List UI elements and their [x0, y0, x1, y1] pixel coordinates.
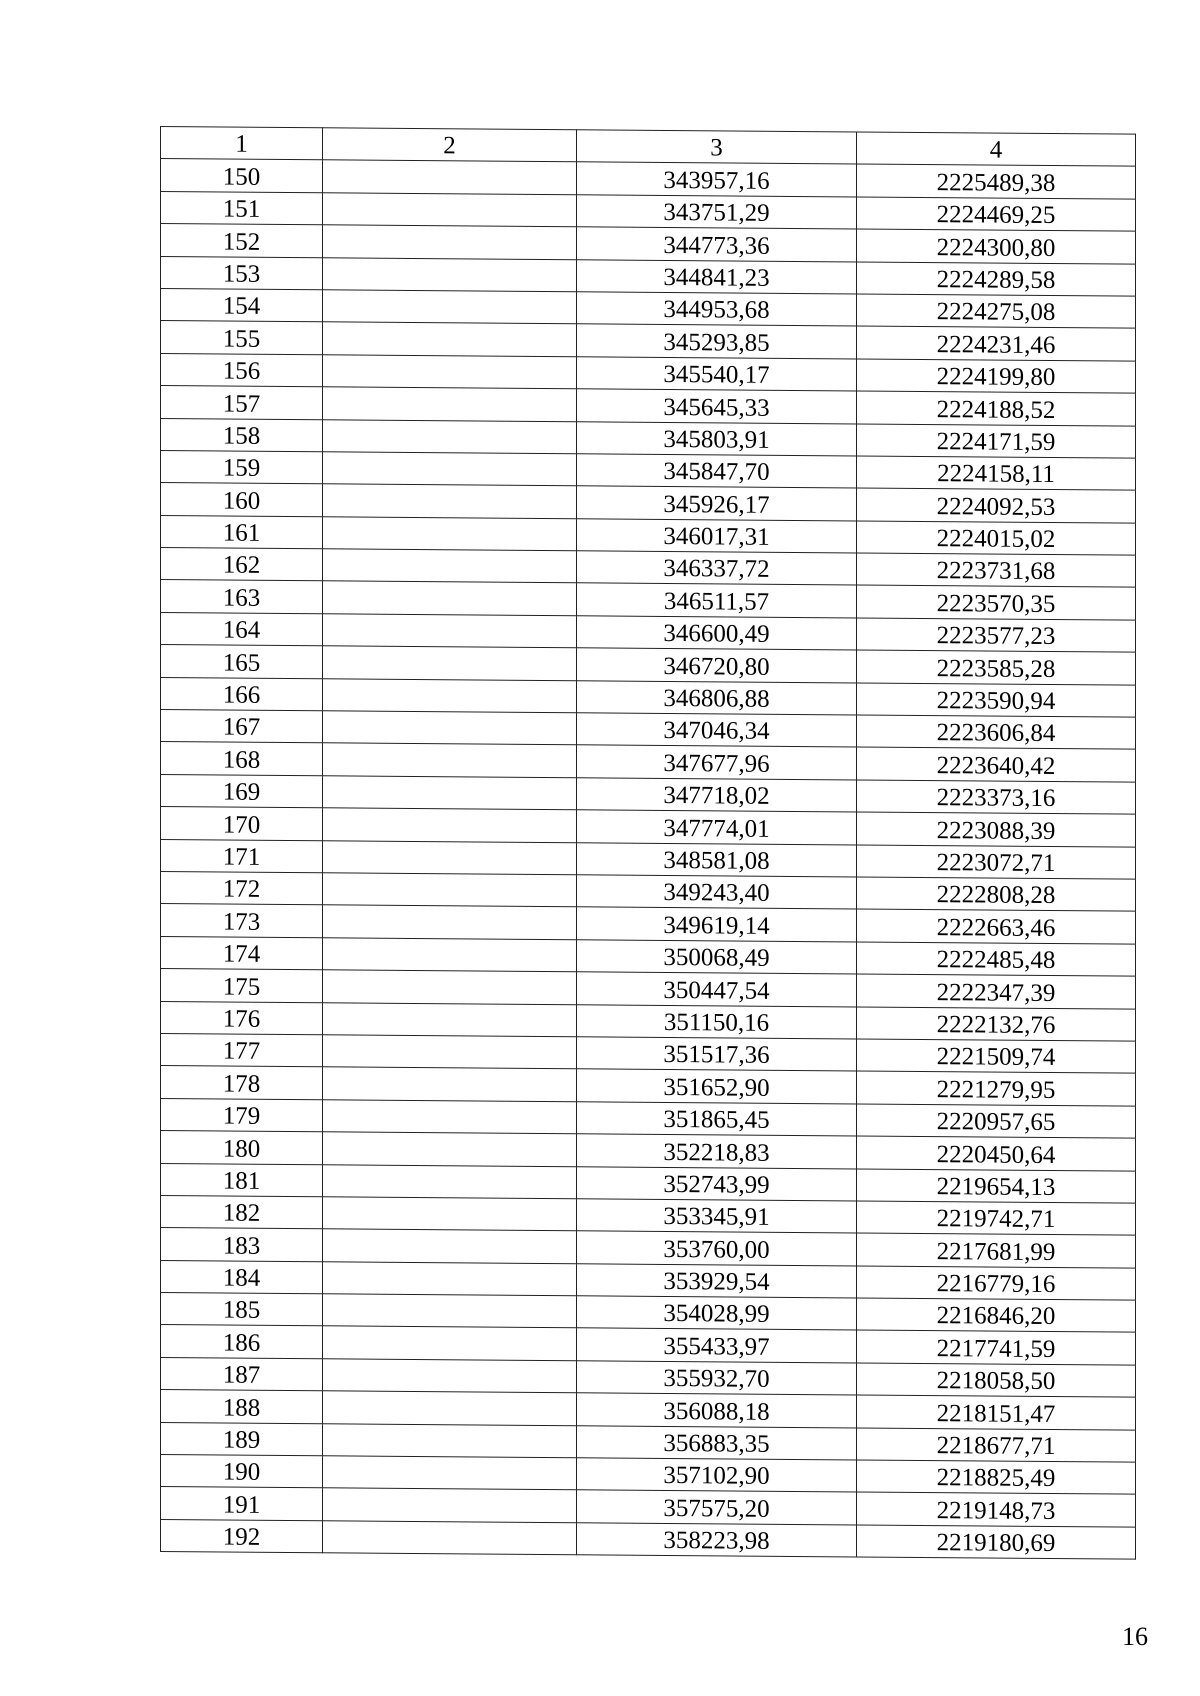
y-coordinate-cell: 2220957,65	[857, 1104, 1136, 1139]
y-coordinate-cell: 2218825,49	[857, 1460, 1136, 1495]
y-coordinate-cell: 2223072,71	[857, 845, 1136, 880]
y-coordinate-cell: 2224199,80	[857, 359, 1136, 394]
y-coordinate-cell: 2222132,76	[857, 1007, 1136, 1042]
x-coordinate-cell: 358223,98	[577, 1523, 857, 1558]
x-coordinate-cell: 351517,36	[577, 1037, 857, 1072]
point-number-cell: 171	[161, 839, 323, 873]
x-coordinate-cell: 355433,97	[577, 1328, 857, 1363]
x-coordinate-cell: 347046,34	[577, 713, 857, 748]
point-number-cell: 157	[161, 386, 323, 420]
x-coordinate-cell: 344953,68	[577, 292, 857, 327]
y-coordinate-cell: 2218151,47	[857, 1395, 1136, 1430]
y-coordinate-cell: 2221279,95	[857, 1071, 1136, 1106]
x-coordinate-cell: 345803,91	[577, 421, 857, 456]
y-coordinate-cell: 2220450,64	[857, 1136, 1136, 1171]
empty-cell	[323, 193, 577, 227]
x-coordinate-cell: 349243,40	[577, 875, 857, 910]
x-coordinate-cell: 350068,49	[577, 940, 857, 975]
point-number-cell: 177	[161, 1033, 323, 1067]
header-cell-2: 2	[323, 128, 577, 162]
empty-cell	[323, 1294, 577, 1328]
x-coordinate-cell: 345540,17	[577, 357, 857, 392]
x-coordinate-cell: 347677,96	[577, 745, 857, 780]
empty-cell	[323, 743, 577, 777]
point-number-cell: 158	[161, 418, 323, 452]
x-coordinate-cell: 349619,14	[577, 907, 857, 942]
y-coordinate-cell: 2225489,38	[857, 164, 1136, 199]
x-coordinate-cell: 353345,91	[577, 1199, 857, 1234]
y-coordinate-cell: 2222808,28	[857, 877, 1136, 912]
y-coordinate-cell: 2223373,16	[857, 780, 1136, 815]
x-coordinate-cell: 351865,45	[577, 1101, 857, 1136]
coordinates-table	[160, 126, 1136, 1560]
point-number-cell: 165	[161, 645, 323, 679]
y-coordinate-cell: 2223088,39	[857, 812, 1136, 847]
y-coordinate-cell: 2216779,16	[857, 1266, 1136, 1301]
y-coordinate-cell: 2222347,39	[857, 974, 1136, 1009]
x-coordinate-cell: 354028,99	[577, 1296, 857, 1331]
point-number-cell: 168	[161, 742, 323, 776]
y-coordinate-cell: 2216846,20	[857, 1298, 1136, 1333]
empty-cell	[323, 1521, 577, 1555]
empty-cell	[323, 711, 577, 745]
header-cell-3: 3	[577, 130, 857, 165]
empty-cell	[323, 678, 577, 712]
empty-cell	[323, 938, 577, 972]
empty-cell	[323, 1164, 577, 1198]
point-number-cell: 169	[161, 774, 323, 808]
y-coordinate-cell: 2223731,68	[857, 553, 1136, 588]
y-coordinate-cell: 2217741,59	[857, 1330, 1136, 1365]
empty-cell	[323, 322, 577, 356]
empty-cell	[323, 1456, 577, 1490]
empty-cell	[323, 1229, 577, 1263]
y-coordinate-cell: 2221509,74	[857, 1039, 1136, 1074]
x-coordinate-cell: 352743,99	[577, 1166, 857, 1201]
y-coordinate-cell: 2219654,13	[857, 1168, 1136, 1203]
y-coordinate-cell: 2224300,80	[857, 229, 1136, 264]
empty-cell	[323, 419, 577, 453]
x-coordinate-cell: 350447,54	[577, 972, 857, 1007]
point-number-cell: 151	[161, 191, 323, 225]
y-coordinate-cell: 2223570,35	[857, 585, 1136, 620]
empty-cell	[323, 614, 577, 648]
empty-cell	[323, 1391, 577, 1425]
x-coordinate-cell: 345926,17	[577, 486, 857, 521]
y-coordinate-cell: 2219148,73	[857, 1492, 1136, 1527]
empty-cell	[323, 549, 577, 583]
x-coordinate-cell: 357102,90	[577, 1458, 857, 1493]
empty-cell	[323, 225, 577, 259]
empty-cell	[323, 452, 577, 486]
point-number-cell: 161	[161, 515, 323, 549]
point-number-cell: 190	[161, 1455, 323, 1489]
point-number-cell: 166	[161, 677, 323, 711]
point-number-cell: 170	[161, 807, 323, 841]
x-coordinate-cell: 344773,36	[577, 227, 857, 262]
point-number-cell: 174	[161, 936, 323, 970]
y-coordinate-cell: 2219742,71	[857, 1201, 1136, 1236]
point-number-cell: 181	[161, 1163, 323, 1197]
y-coordinate-cell: 2224231,46	[857, 326, 1136, 361]
header-cell-1: 1	[161, 127, 323, 161]
point-number-cell: 160	[161, 483, 323, 517]
empty-cell	[323, 1261, 577, 1295]
x-coordinate-cell: 346511,57	[577, 583, 857, 618]
x-coordinate-cell: 355932,70	[577, 1361, 857, 1396]
point-number-cell: 183	[161, 1228, 323, 1262]
x-coordinate-cell: 347718,02	[577, 778, 857, 813]
point-number-cell: 154	[161, 288, 323, 322]
x-coordinate-cell: 345847,70	[577, 454, 857, 489]
x-coordinate-cell: 353760,00	[577, 1231, 857, 1266]
point-number-cell: 155	[161, 321, 323, 355]
x-coordinate-cell: 344841,23	[577, 259, 857, 294]
point-number-cell: 182	[161, 1195, 323, 1229]
x-coordinate-cell: 346600,49	[577, 616, 857, 651]
point-number-cell: 176	[161, 1001, 323, 1035]
y-coordinate-cell: 2223585,28	[857, 650, 1136, 685]
point-number-cell: 186	[161, 1325, 323, 1359]
point-number-cell: 173	[161, 904, 323, 938]
x-coordinate-cell: 345293,85	[577, 324, 857, 359]
y-coordinate-cell: 2219180,69	[857, 1525, 1136, 1560]
point-number-cell: 189	[161, 1422, 323, 1456]
x-coordinate-cell: 348581,08	[577, 842, 857, 877]
point-number-cell: 180	[161, 1131, 323, 1165]
empty-cell	[323, 646, 577, 680]
point-number-cell: 191	[161, 1487, 323, 1521]
y-coordinate-cell: 2223640,42	[857, 747, 1136, 782]
point-number-cell: 159	[161, 450, 323, 484]
y-coordinate-cell: 2222663,46	[857, 909, 1136, 944]
page-number: 16	[1122, 1622, 1148, 1651]
empty-cell	[323, 1359, 577, 1393]
empty-cell	[323, 484, 577, 518]
empty-cell	[323, 776, 577, 810]
empty-cell	[323, 1488, 577, 1522]
empty-cell	[323, 257, 577, 291]
point-number-cell: 178	[161, 1066, 323, 1100]
x-coordinate-cell: 356088,18	[577, 1393, 857, 1428]
x-coordinate-cell: 346720,80	[577, 648, 857, 683]
x-coordinate-cell: 356883,35	[577, 1425, 857, 1460]
y-coordinate-cell: 2224289,58	[857, 262, 1136, 297]
point-number-cell: 192	[161, 1519, 323, 1553]
point-number-cell: 179	[161, 1098, 323, 1132]
header-cell-4: 4	[857, 132, 1136, 167]
point-number-cell: 184	[161, 1260, 323, 1294]
y-coordinate-cell: 2224275,08	[857, 294, 1136, 329]
x-coordinate-cell: 351652,90	[577, 1069, 857, 1104]
point-number-cell: 172	[161, 871, 323, 905]
x-coordinate-cell: 346337,72	[577, 551, 857, 586]
empty-cell	[323, 1099, 577, 1133]
x-coordinate-cell: 345645,33	[577, 389, 857, 424]
empty-cell	[323, 355, 577, 389]
point-number-cell: 175	[161, 969, 323, 1003]
x-coordinate-cell: 343957,16	[577, 162, 857, 197]
point-number-cell: 152	[161, 224, 323, 258]
y-coordinate-cell: 2223577,23	[857, 618, 1136, 653]
x-coordinate-cell: 357575,20	[577, 1490, 857, 1525]
y-coordinate-cell: 2224188,52	[857, 391, 1136, 426]
y-coordinate-cell: 2218058,50	[857, 1363, 1136, 1398]
y-coordinate-cell: 2224158,11	[857, 456, 1136, 491]
y-coordinate-cell: 2224015,02	[857, 521, 1136, 556]
y-coordinate-cell: 2222485,48	[857, 942, 1136, 977]
empty-cell	[323, 1067, 577, 1101]
point-number-cell: 163	[161, 580, 323, 614]
y-coordinate-cell: 2224171,59	[857, 423, 1136, 458]
point-number-cell: 167	[161, 710, 323, 744]
point-number-cell: 156	[161, 353, 323, 387]
empty-cell	[323, 387, 577, 421]
point-number-cell: 150	[161, 159, 323, 193]
point-number-cell: 187	[161, 1357, 323, 1391]
y-coordinate-cell: 2223590,94	[857, 683, 1136, 718]
empty-cell	[323, 581, 577, 615]
empty-cell	[323, 1197, 577, 1231]
empty-cell	[323, 905, 577, 939]
y-coordinate-cell: 2224469,25	[857, 197, 1136, 232]
empty-cell	[323, 1423, 577, 1457]
x-coordinate-cell: 346017,31	[577, 518, 857, 553]
x-coordinate-cell: 346806,88	[577, 680, 857, 715]
x-coordinate-cell: 347774,01	[577, 810, 857, 845]
table-body	[161, 159, 1136, 1559]
y-coordinate-cell: 2218677,71	[857, 1428, 1136, 1463]
point-number-cell: 164	[161, 612, 323, 646]
x-coordinate-cell: 351150,16	[577, 1004, 857, 1039]
point-number-cell: 153	[161, 256, 323, 290]
x-coordinate-cell: 343751,29	[577, 195, 857, 230]
empty-cell	[323, 516, 577, 550]
y-coordinate-cell: 2224092,53	[857, 488, 1136, 523]
empty-cell	[323, 970, 577, 1004]
y-coordinate-cell: 2223606,84	[857, 715, 1136, 750]
empty-cell	[323, 1326, 577, 1360]
empty-cell	[323, 1002, 577, 1036]
empty-cell	[323, 1035, 577, 1069]
empty-cell	[323, 160, 577, 194]
x-coordinate-cell: 352218,83	[577, 1134, 857, 1169]
x-coordinate-cell: 353929,54	[577, 1263, 857, 1298]
empty-cell	[323, 873, 577, 907]
point-number-cell: 162	[161, 548, 323, 582]
point-number-cell: 185	[161, 1293, 323, 1327]
empty-cell	[323, 840, 577, 874]
point-number-cell: 188	[161, 1390, 323, 1424]
y-coordinate-cell: 2217681,99	[857, 1233, 1136, 1268]
empty-cell	[323, 1132, 577, 1166]
empty-cell	[323, 808, 577, 842]
empty-cell	[323, 290, 577, 324]
